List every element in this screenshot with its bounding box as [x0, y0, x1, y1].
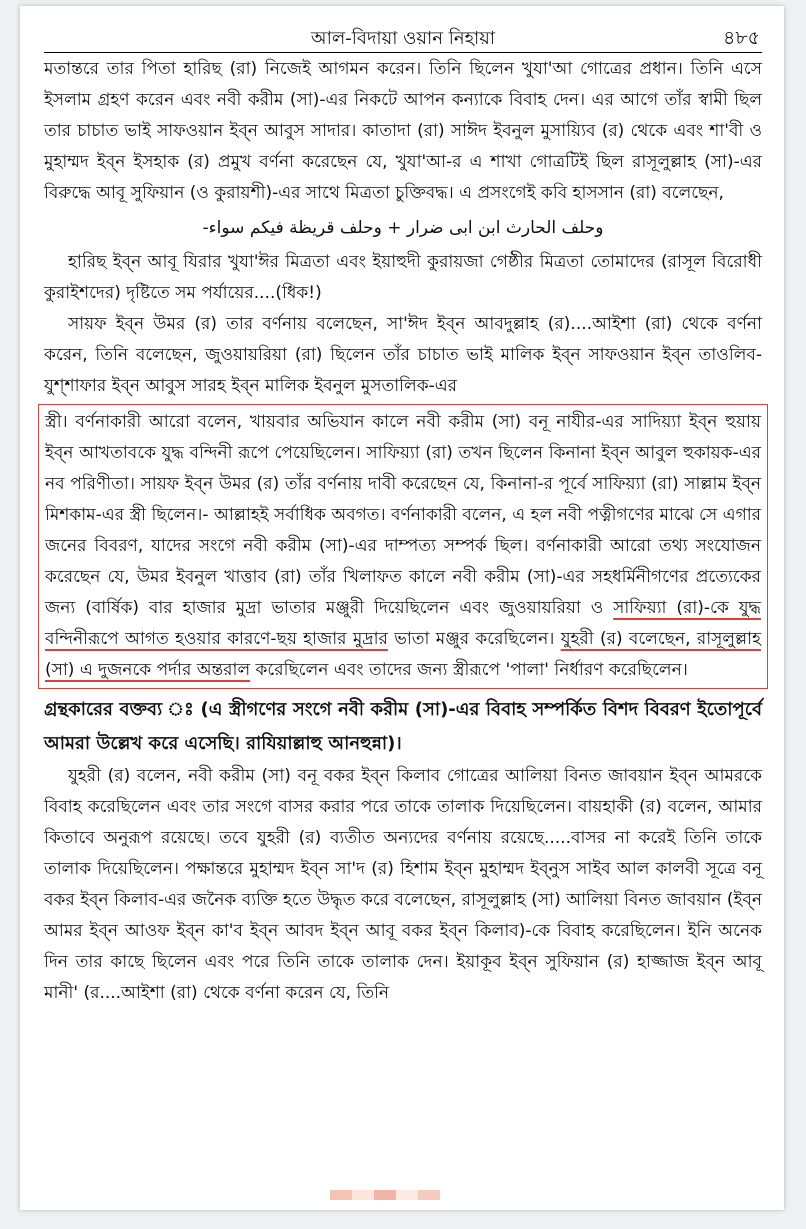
- underlined-text-2: যুহরী (র) বলেছেন, রাসূলুল্লাহ (সা) এ দুজনকে পর্দার অন্তরাল: [45, 629, 761, 680]
- underlined-text-1: সাফিয়্যা (রা)-কে যুদ্ধ বন্দিনীরূপে আগত হওয়ার কারণে-ছয় হাজার মুদ্রার: [45, 598, 761, 649]
- highlighted-passage: [38, 404, 768, 689]
- book-page: [20, 6, 784, 1210]
- page-number: ৪৮৫: [723, 27, 760, 49]
- blurred-footer-mark: [330, 1190, 440, 1200]
- arabic-verse: وحلف الحارث ابن ابى ضرار + وحلف قريظة فيكم سواء-: [202, 218, 604, 238]
- author-note-heading: গ্রন্থকারের বক্তব্য ঃ (এ স্ত্রীগণের সংগে নবী করীম (সা)-এর বিবাহ সম্পর্কিত বিশদ বিবরণ ইতোপূর্বে আমরা উল্লেখ করে এসেছি। রাযিয়াল্লাহু আনহুন্না)।: [44, 699, 762, 754]
- running-title: আল-বিদায়া ওয়ান নিহায়া: [310, 28, 496, 49]
- highlighted-text-b: ভাতা মঞ্জুর করেছিলেন।: [387, 629, 561, 649]
- highlighted-paragraph: [45, 407, 761, 686]
- paragraph-2: হারিছ ইব্ন আবূ যিরার খুযা'ঈর মিত্রতা এবং ইয়াহুদী কুরায়জা গেষ্ঠীর মিত্রতা তোমাদের (রাসূল বিরোধী কুরাইশদের) দৃষ্টিতে সম পর্যায়ের....(ধিক!): [44, 252, 762, 303]
- page-header: [44, 18, 762, 54]
- header-rule: [44, 52, 762, 53]
- paragraph-1: মতান্তরে তার পিতা হারিছ (রা) নিজেই আগমন করেন। তিনি ছিলেন খুযা'আ গোত্রের প্রধান। তিনি এসে ইসলাম গ্রহণ করেন এবং নবী করীম (সা)-এর নিকটে আপন কন্যাকে বিবাহ দেন। এর আগে তাঁর স্বামী ছিল তার চাচাত ভাই সাফওয়ান ইব্ন আবুস সাদার। কাতাদা (রা) সাঈদ ইবনুল মুসায়্যিব (র) থেকে এবং শা'বী ও মুহাম্মদ ইব্ন ইসহাক (র) প্রমুখ বর্ণনা করেছেন যে, খুযা'আ-র এ শাখা গোত্রটিই ছিল রাসূলুল্লাহ (সা)-এর বিরুদ্ধে আবূ সুফিয়ান (ও কুরায়শী)-এর সাথে মিত্রতা চুক্তিবদ্ধ। এ প্রসংগেই কবি হাসসান (রা) বলেছেন,: [44, 59, 762, 203]
- paragraph-4: যুহরী (র) বলেন, নবী করীম (সা) বনূ বকর ইব্ন কিলাব গোত্রের আলিয়া বিনত জাবয়ান ইব্ন আমরকে বিবাহ করেছিলেন এবং তার সংগে বাসর করার পরে তাকে তালাক দিয়েছিলেন। বায়হাকী (র) বলেন, আমার কিতাবে অনুরূপ রয়েছে। তবে যুহরী (র) ব্যতীত অন্যদের বর্ণনায় রয়েছে.....বাসর না করেই তিনি তাকে তালাক দিয়েছিলেন। পক্ষান্তরে মুহাম্মদ ইব্ন সা'দ (র) হিশাম ইব্ন মুহাম্মদ ইব্নুস সাইব আল কালবী সূত্রে বনূ বকর ইব্ন কিলাব-এর জনৈক ব্যক্তি হতে উদ্ধৃত করে বলেছেন, রাসূলুল্লাহ (সা) আলিয়া বিনত জাবয়ান (ইব্ন আমর ইব্ন আওফ ইব্ন কা'ব ইব্ন আবদ ইব্ন আবূ বকর ইব্ন কিলাব)-কে বিবাহ করেছিলেন। ইনি অনেক দিন তার কাছে ছিলেন এবং পরে তিনি তাকে তালাক দেন। ইয়াকূব ইব্ন সুফিয়ান (র) হাজ্জাজ ইব্ন আবূ মানী' (র....আইশা (রা) থেকে বর্ণনা করেন যে, তিনি: [44, 766, 762, 1003]
- highlighted-text-a: স্ত্রী। বর্ণনাকারী আরো বলেন, খায়বার অভিযান কালে নবী করীম (সা) বনূ নাযীর-এর সাদিয়্যা ইব্ন হুয়ায় ইব্ন আখতাবকে যুদ্ধ বন্দিনী রূপে পেয়েছিলেন। সাফিয়্যা (রা) তখন ছিলেন কিনানা ইব্ন আবুল হুকায়ক-এর নব পরিণীতা। সায়ফ ইব্ন উমর (র) তাঁর বর্ণনায় দাবী করেছেন যে, কিনানা-র পূর্বে সাফিয়্যা (রা) সাল্লাম ইব্ন মিশকাম-এর স্ত্রী ছিলেন।- আল্লাহই সর্বাধিক অবগত। বর্ণনাকারী বলেন, এ হল নবী পত্নীগণের মাঝে সে এগার জনের বিবরণ, যাদের সংগে নবী করীম (সা)-এর দাম্পত্য সম্পর্ক ছিল। বর্ণনাকারী আরো তথ্য সংযোজন করেছেন যে, উমর ইবনুল খাত্তাব (রা) তাঁর খিলাফত কালে নবী করীম (সা)-এর সহধর্মিনীগণের প্রত্যেকের জন্য (বার্ষিক) বার হাজার মুদ্রা ভাতার মঞ্জুরী দিয়েছিলেন এবং জুওয়ায়রিয়া ও: [45, 412, 761, 618]
- highlighted-text-c: করেছিলেন এবং তাদের জন্য স্ত্রীরূপে 'পালা' নির্ধারণ করেছিলেন।: [250, 660, 688, 680]
- paragraph-3: সায়ফ ইব্ন উমর (র) তার বর্ণনায় বলেছেন, সা'ঈদ ইব্ন আবদুল্লাহ (র)....আইশা (রা) থেকে বর্ণনা করেন, তিনি বলেছেন, জুওয়ায়রিয়া (রা) ছিলেন তাঁর চাচাত ভাই মালিক ইব্ন সাফওয়ান ইব্ন তাওলিব- যুশ্‌শাফার ইব্ন আবুস সারহ ইব্ন মালিক ইবনুল মুসতালিক-এর: [44, 314, 762, 396]
